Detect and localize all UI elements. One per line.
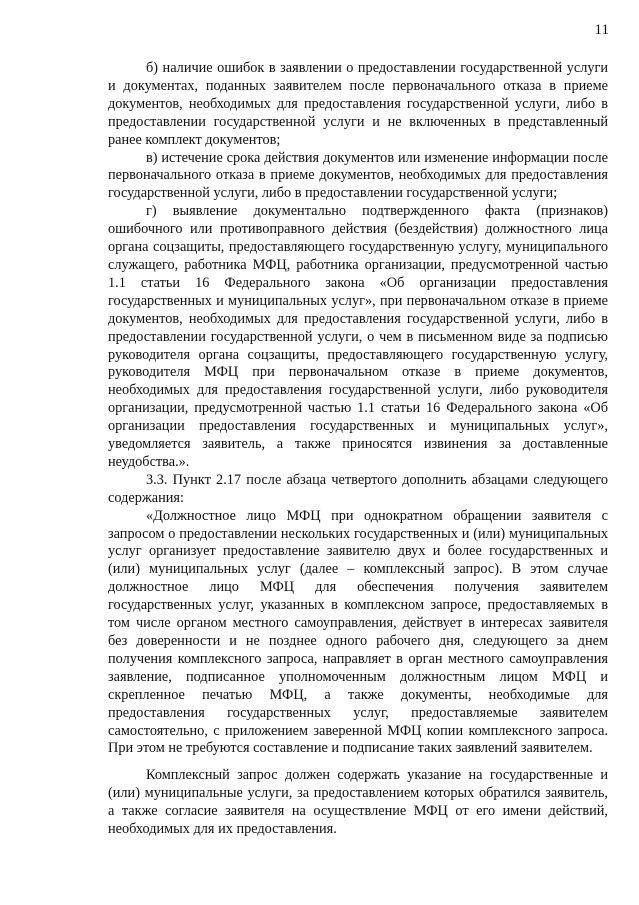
paragraph-b: б) наличие ошибок в заявлении о предоставлении государственной услуги и документах, поданных заявителем после первоначального отказа в приеме документов, необходимых для предоставления государственной услуги, либо в предоставлении государственной услуги и не включенных в представленный ранее комплект документов; xyxy=(108,60,608,148)
document-body xyxy=(108,60,608,839)
paragraph-3-3: 3.3. Пункт 2.17 после абзаца четвертого дополнить абзацами следующего содержания: xyxy=(108,471,608,506)
paragraph-v: в) истечение срока действия документов или изменение информации после первоначального отказа в приеме документов, необходимых для предоставления государственной услуги, либо в предоставлении государственной услуги; xyxy=(108,149,608,202)
paragraph-complex-request: Комплексный запрос должен содержать указание на государственные и (или) муниципальные услуги, за предоставлением которых обратился заявитель, а также согласие заявителя на осуществление МФЦ от его имени действий, необходимых для их предоставления. xyxy=(108,767,608,838)
page-number: 11 xyxy=(594,22,609,38)
paragraph-g: г) выявление документально подтвержденного факта (признаков) ошибочного или противоправного действия (бездействия) должностного лица органа соцзащиты, предоставляющего государственную услугу, муниципального служащего, работника МФЦ, работника организации, предусмотренной частью 1.1 статьи 16 Федерального закона «Об организации предоставления государственных и муниципальных услуг», при первоначальном отказе в приеме документов, необходимых для предоставления государственной услуги, либо в предоставлении государственной услуги, о чем в письменном виде за подписью руководителя органа соцзащиты, предоставляющего государственную услугу, руководителя МФЦ при первоначальном отказе в приеме документов, необходимых для предоставления государственной услуги, либо руководителя организации, предусмотренной частью 1.1 статьи 16 Федерального закона «Об организации предоставления государственных и муниципальных услуг», уведомляется заявитель, а также приносятся извинения за доставленные неудобства.». xyxy=(108,203,608,470)
paragraph-mfc-official: «Должностное лицо МФЦ при однократном обращении заявителя с запросом о предоставлении нескольких государственных и (или) муниципальных услуг организует предоставление заявителю двух и более государственных и (или) муниципальных услуг (далее – комплексный запрос). В этом случае должностное лицо МФЦ для обеспечения получения заявителем государственных услуг, указанных в комплексном запросе, предоставляемых в том числе органом местного самоуправления, действует в интересах заявителя без доверенности и не позднее одного рабочего дня, следующего за днем получения комплексного запроса, направляет в орган местного самоуправления заявление, подписанное уполномоченным должностным лицом МФЦ и скрепленное печатью МФЦ, а также документы, необходимые для предоставления государственных услуг, предоставляемые заявителем самостоятельно, с приложением заверенной МФЦ копии комплексного запроса. При этом не требуются составление и подписание таких заявлений заявителем. xyxy=(108,507,608,757)
